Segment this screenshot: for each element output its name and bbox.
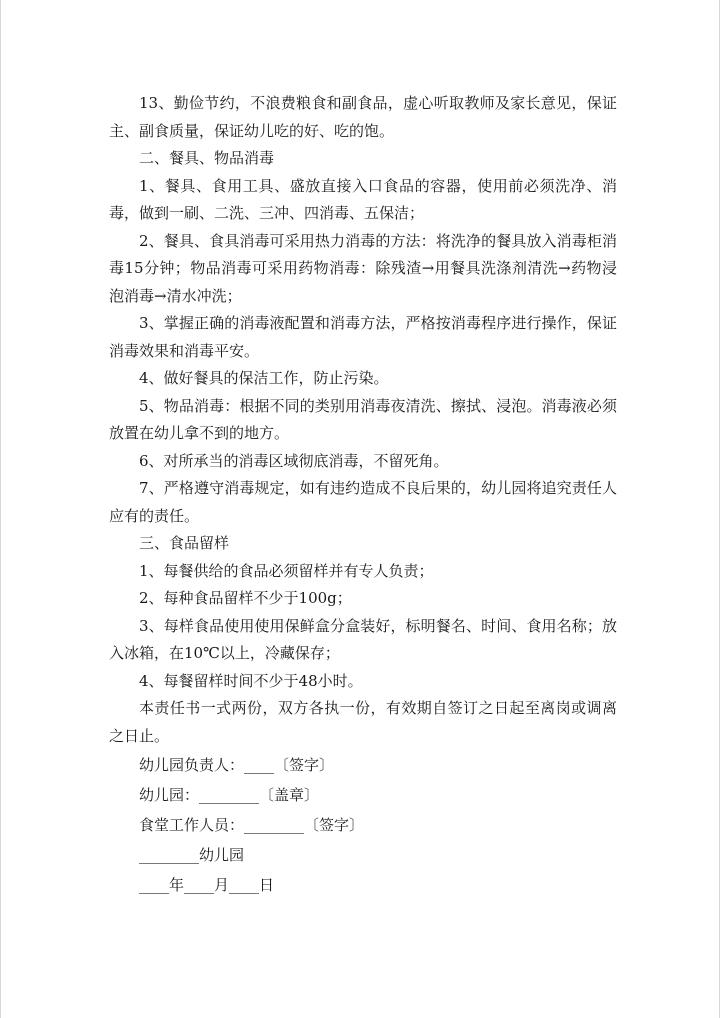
section-heading-tableware-disinfection: 二、餐具、物品消毒 [139, 149, 275, 167]
section-heading-food-sampling: 三、食品留样 [139, 534, 230, 552]
paragraph-disinfect-5: 5、物品消毒：根据不同的类别用消毒夜清洗、擦拭、浸泡。消毒液必须放置在幼儿拿不到的地方。 [109, 396, 617, 442]
paragraph-sampling-3: 3、每样食品使用使用保鲜盒分盒装好，标明餐名、时间、食用名称；放入冰箱，在10℃以上，冷藏保存； [109, 616, 617, 662]
paragraph-disinfect-3: 3、掌握正确的消毒液配置和消毒方法，严格按消毒程序进行操作，保证消毒效果和消毒平安。 [109, 314, 617, 360]
paragraph-sampling-2: 2、每种食品留样不少于100g； [139, 589, 352, 607]
paragraph-disinfect-7: 7、严格遵守消毒规定，如有违约造成不良后果的，幼儿园将追究责任人应有的责任。 [109, 479, 617, 525]
paragraph-disinfect-1: 1、餐具、食用工具、盛放直接入口食品的容器，使用前必须洗净、消毒，做到一刷、二洗、三冲、四消毒、五保洁； [109, 176, 617, 222]
paragraph-sampling-1: 1、每餐供给的食品必须留样并有专人负责； [139, 561, 434, 580]
signature-block [109, 750, 617, 900]
paragraph-disinfect-4: 4、做好餐具的保洁工作，防止污染。 [139, 369, 389, 387]
paragraph-disinfect-6: 6、对所承当的消毒区域彻底消毒，不留死角。 [139, 451, 449, 470]
paragraph-validity: 本责任书一式两份，双方各执一份，有效期自签订之日起至离岗或调离之日止。 [109, 699, 617, 745]
signature-line-kindergarten-name: ________幼儿园 [139, 846, 245, 864]
signature-line-kindergarten-head: 幼儿园负责人：____〔签字〕 [139, 756, 335, 774]
paragraph-sampling-4: 4、每餐留样时间不少于48小时。 [139, 671, 363, 690]
signature-line-date: ____年____月____日 [139, 876, 275, 894]
paragraph-disinfect-2: 2、餐具、食具消毒可采用热力消毒的方法：将洗净的餐具放入消毒柜消毒15分钟；物品消毒可采用药物消毒：除残渣→用餐具洗涤剂清洗→药物浸泡消毒→清水冲洗； [109, 231, 617, 305]
signature-line-canteen-staff: 食堂工作人员：________〔签字〕 [139, 816, 365, 834]
signature-line-kindergarten-seal: 幼儿园：________〔盖章〕 [139, 786, 320, 804]
paragraph-13-thrift: 13、勤俭节约，不浪费粮食和副食品，虚心听取教师及家长意见，保证主、副食质量，保证幼儿吃的好、吃的饱。 [109, 94, 617, 140]
document-body [109, 90, 617, 900]
